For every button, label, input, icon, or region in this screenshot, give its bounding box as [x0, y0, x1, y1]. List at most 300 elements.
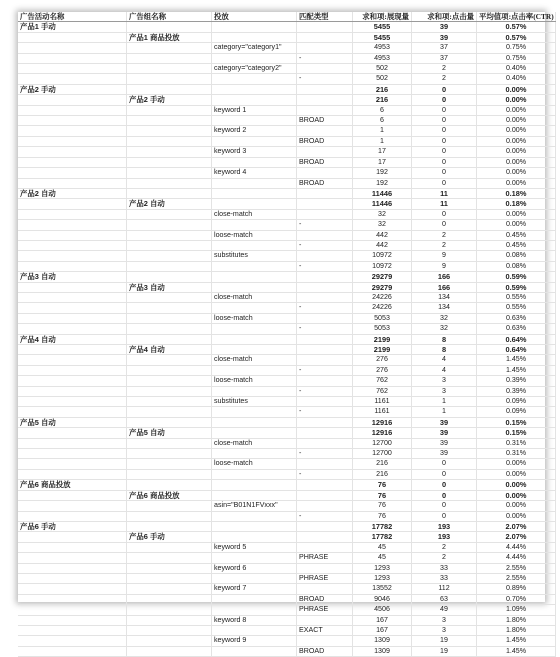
- campaign-cell[interactable]: [18, 365, 127, 375]
- ctr-cell[interactable]: 1.45%: [477, 646, 556, 656]
- campaign-cell[interactable]: [18, 532, 127, 542]
- targeting-cell[interactable]: [212, 594, 297, 604]
- match-type-cell[interactable]: [297, 292, 353, 302]
- campaign-cell[interactable]: [18, 646, 127, 656]
- impressions-cell[interactable]: 762: [353, 386, 412, 396]
- targeting-cell[interactable]: close-match: [212, 355, 297, 365]
- clicks-cell[interactable]: 166: [412, 282, 477, 292]
- clicks-cell[interactable]: 0: [412, 84, 477, 94]
- impressions-cell[interactable]: 216: [353, 469, 412, 479]
- campaign-cell[interactable]: [18, 469, 127, 479]
- clicks-cell[interactable]: 2: [412, 542, 477, 552]
- table-row[interactable]: [18, 251, 556, 261]
- ad-group-cell[interactable]: [127, 449, 212, 459]
- ctr-cell[interactable]: 0.45%: [477, 230, 556, 240]
- match-type-cell[interactable]: [297, 417, 353, 427]
- ctr-cell[interactable]: 0.15%: [477, 428, 556, 438]
- ctr-cell[interactable]: 0.63%: [477, 324, 556, 334]
- table-row[interactable]: [18, 584, 556, 594]
- clicks-cell[interactable]: 11: [412, 188, 477, 198]
- table-row[interactable]: [18, 365, 556, 375]
- campaign-cell[interactable]: [18, 324, 127, 334]
- impressions-cell[interactable]: 216: [353, 459, 412, 469]
- targeting-cell[interactable]: [212, 240, 297, 250]
- clicks-cell[interactable]: 2: [412, 74, 477, 84]
- match-type-cell[interactable]: BROAD: [297, 157, 353, 167]
- table-row[interactable]: [18, 407, 556, 417]
- targeting-cell[interactable]: [212, 469, 297, 479]
- targeting-cell[interactable]: asin="B01N1FVxxx": [212, 501, 297, 511]
- match-type-cell[interactable]: [297, 313, 353, 323]
- match-type-cell[interactable]: [297, 209, 353, 219]
- table-row[interactable]: [18, 261, 556, 271]
- match-type-cell[interactable]: [297, 230, 353, 240]
- campaign-cell[interactable]: [18, 32, 127, 42]
- campaign-cell[interactable]: [18, 573, 127, 583]
- targeting-cell[interactable]: substitutes: [212, 251, 297, 261]
- targeting-cell[interactable]: close-match: [212, 438, 297, 448]
- clicks-cell[interactable]: 3: [412, 615, 477, 625]
- campaign-cell[interactable]: [18, 209, 127, 219]
- clicks-cell[interactable]: 39: [412, 32, 477, 42]
- match-type-cell[interactable]: -: [297, 324, 353, 334]
- campaign-cell[interactable]: [18, 64, 127, 74]
- clicks-cell[interactable]: 0: [412, 157, 477, 167]
- table-row[interactable]: [18, 220, 556, 230]
- campaign-cell[interactable]: [18, 157, 127, 167]
- match-type-cell[interactable]: [297, 397, 353, 407]
- ad-group-cell[interactable]: [127, 459, 212, 469]
- targeting-cell[interactable]: keyword 8: [212, 615, 297, 625]
- ctr-cell[interactable]: 0.08%: [477, 251, 556, 261]
- table-row[interactable]: [18, 240, 556, 250]
- targeting-cell[interactable]: [212, 136, 297, 146]
- impressions-cell[interactable]: 167: [353, 625, 412, 635]
- clicks-cell[interactable]: 0: [412, 168, 477, 178]
- ad-group-cell[interactable]: [127, 178, 212, 188]
- table-row[interactable]: [18, 105, 556, 115]
- clicks-cell[interactable]: 112: [412, 584, 477, 594]
- targeting-cell[interactable]: [212, 428, 297, 438]
- match-type-cell[interactable]: [297, 105, 353, 115]
- match-type-cell[interactable]: [297, 126, 353, 136]
- table-row[interactable]: [18, 178, 556, 188]
- match-type-cell[interactable]: BROAD: [297, 646, 353, 656]
- match-type-cell[interactable]: [297, 147, 353, 157]
- impressions-cell[interactable]: 4953: [353, 53, 412, 63]
- targeting-cell[interactable]: [212, 32, 297, 42]
- ad-group-cell[interactable]: [127, 501, 212, 511]
- ad-group-cell[interactable]: [127, 126, 212, 136]
- clicks-cell[interactable]: 0: [412, 105, 477, 115]
- ctr-cell[interactable]: 0.00%: [477, 136, 556, 146]
- ctr-cell[interactable]: 0.89%: [477, 584, 556, 594]
- targeting-cell[interactable]: [212, 532, 297, 542]
- ctr-cell[interactable]: 0.00%: [477, 490, 556, 500]
- campaign-cell[interactable]: [18, 636, 127, 646]
- ad-group-cell[interactable]: [127, 563, 212, 573]
- match-type-cell[interactable]: [297, 355, 353, 365]
- impressions-cell[interactable]: 13552: [353, 584, 412, 594]
- campaign-cell[interactable]: [18, 397, 127, 407]
- table-row[interactable]: [18, 605, 556, 615]
- impressions-cell[interactable]: 12916: [353, 417, 412, 427]
- ad-group-cell[interactable]: [127, 53, 212, 63]
- ctr-cell[interactable]: 0.40%: [477, 64, 556, 74]
- ctr-cell[interactable]: 0.39%: [477, 386, 556, 396]
- ctr-cell[interactable]: 0.00%: [477, 220, 556, 230]
- ctr-cell[interactable]: 0.55%: [477, 292, 556, 302]
- campaign-cell[interactable]: [18, 605, 127, 615]
- clicks-cell[interactable]: 0: [412, 209, 477, 219]
- ad-group-cell[interactable]: [127, 646, 212, 656]
- match-type-cell[interactable]: [297, 438, 353, 448]
- impressions-cell[interactable]: 1161: [353, 397, 412, 407]
- targeting-cell[interactable]: close-match: [212, 292, 297, 302]
- ad-group-cell[interactable]: [127, 157, 212, 167]
- campaign-cell[interactable]: [18, 303, 127, 313]
- clicks-cell[interactable]: 4: [412, 365, 477, 375]
- clicks-cell[interactable]: 37: [412, 43, 477, 53]
- campaign-cell[interactable]: [18, 449, 127, 459]
- impressions-cell[interactable]: 5053: [353, 324, 412, 334]
- clicks-cell[interactable]: 0: [412, 480, 477, 490]
- ad-group-cell[interactable]: [127, 438, 212, 448]
- campaign-cell[interactable]: [18, 43, 127, 53]
- clicks-cell[interactable]: 0: [412, 147, 477, 157]
- campaign-cell[interactable]: [18, 490, 127, 500]
- table-row[interactable]: [18, 126, 556, 136]
- ad-group-cell[interactable]: 产品2 自动: [127, 199, 212, 209]
- table-row[interactable]: [18, 84, 556, 94]
- table-row[interactable]: [18, 282, 556, 292]
- targeting-cell[interactable]: [212, 480, 297, 490]
- match-type-cell[interactable]: -: [297, 220, 353, 230]
- ad-group-cell[interactable]: [127, 417, 212, 427]
- ad-group-cell[interactable]: [127, 116, 212, 126]
- campaign-cell[interactable]: [18, 511, 127, 521]
- impressions-cell[interactable]: 76: [353, 490, 412, 500]
- clicks-cell[interactable]: 3: [412, 625, 477, 635]
- campaign-cell[interactable]: [18, 553, 127, 563]
- ad-group-cell[interactable]: [127, 147, 212, 157]
- campaign-cell[interactable]: [18, 251, 127, 261]
- clicks-cell[interactable]: 0: [412, 490, 477, 500]
- impressions-cell[interactable]: 762: [353, 376, 412, 386]
- ad-group-cell[interactable]: [127, 292, 212, 302]
- ctr-cell[interactable]: 2.07%: [477, 532, 556, 542]
- table-row[interactable]: [18, 646, 556, 656]
- match-type-cell[interactable]: PHRASE: [297, 553, 353, 563]
- match-type-cell[interactable]: [297, 563, 353, 573]
- impressions-cell[interactable]: 6: [353, 116, 412, 126]
- ad-group-cell[interactable]: [127, 615, 212, 625]
- ctr-cell[interactable]: 0.59%: [477, 282, 556, 292]
- match-type-cell[interactable]: EXACT: [297, 625, 353, 635]
- impressions-cell[interactable]: 9046: [353, 594, 412, 604]
- clicks-cell[interactable]: 39: [412, 438, 477, 448]
- table-row[interactable]: [18, 230, 556, 240]
- match-type-cell[interactable]: [297, 64, 353, 74]
- table-row[interactable]: [18, 594, 556, 604]
- targeting-cell[interactable]: [212, 553, 297, 563]
- campaign-cell[interactable]: [18, 292, 127, 302]
- table-row[interactable]: [18, 95, 556, 105]
- campaign-cell[interactable]: [18, 355, 127, 365]
- ad-group-cell[interactable]: [127, 376, 212, 386]
- match-type-cell[interactable]: [297, 199, 353, 209]
- ad-group-cell[interactable]: [127, 313, 212, 323]
- campaign-cell[interactable]: 产品4 自动: [18, 334, 127, 344]
- clicks-cell[interactable]: 33: [412, 573, 477, 583]
- targeting-cell[interactable]: [212, 261, 297, 271]
- table-row[interactable]: [18, 449, 556, 459]
- impressions-cell[interactable]: 1293: [353, 563, 412, 573]
- targeting-cell[interactable]: category="category2": [212, 64, 297, 74]
- clicks-cell[interactable]: 39: [412, 428, 477, 438]
- impressions-cell[interactable]: 10972: [353, 261, 412, 271]
- ctr-cell[interactable]: 0.08%: [477, 261, 556, 271]
- clicks-cell[interactable]: 9: [412, 261, 477, 271]
- targeting-cell[interactable]: keyword 7: [212, 584, 297, 594]
- ctr-cell[interactable]: 0.57%: [477, 32, 556, 42]
- impressions-cell[interactable]: 502: [353, 64, 412, 74]
- targeting-cell[interactable]: keyword 4: [212, 168, 297, 178]
- ctr-cell[interactable]: 0.00%: [477, 511, 556, 521]
- targeting-cell[interactable]: [212, 345, 297, 355]
- match-type-cell[interactable]: [297, 490, 353, 500]
- impressions-cell[interactable]: 442: [353, 240, 412, 250]
- table-row[interactable]: [18, 334, 556, 344]
- campaign-cell[interactable]: [18, 105, 127, 115]
- targeting-cell[interactable]: category="category1": [212, 43, 297, 53]
- campaign-cell[interactable]: [18, 501, 127, 511]
- ad-group-cell[interactable]: 产品6 商品投放: [127, 490, 212, 500]
- campaign-cell[interactable]: [18, 168, 127, 178]
- table-row[interactable]: [18, 428, 556, 438]
- clicks-cell[interactable]: 0: [412, 136, 477, 146]
- ad-group-cell[interactable]: [127, 365, 212, 375]
- ctr-cell[interactable]: 0.00%: [477, 178, 556, 188]
- ctr-cell[interactable]: 1.45%: [477, 636, 556, 646]
- ad-group-cell[interactable]: [127, 469, 212, 479]
- table-row[interactable]: [18, 532, 556, 542]
- match-type-cell[interactable]: [297, 43, 353, 53]
- campaign-cell[interactable]: 产品2 手动: [18, 84, 127, 94]
- ctr-cell[interactable]: 0.63%: [477, 313, 556, 323]
- match-type-cell[interactable]: -: [297, 74, 353, 84]
- table-row[interactable]: [18, 469, 556, 479]
- table-row[interactable]: [18, 563, 556, 573]
- ctr-cell[interactable]: 0.18%: [477, 188, 556, 198]
- match-type-cell[interactable]: [297, 272, 353, 282]
- impressions-cell[interactable]: 76: [353, 511, 412, 521]
- targeting-cell[interactable]: [212, 157, 297, 167]
- ad-group-cell[interactable]: [127, 625, 212, 635]
- clicks-cell[interactable]: 49: [412, 605, 477, 615]
- impressions-cell[interactable]: 2199: [353, 345, 412, 355]
- ctr-cell[interactable]: 0.00%: [477, 126, 556, 136]
- impressions-cell[interactable]: 12700: [353, 449, 412, 459]
- clicks-cell[interactable]: 0: [412, 469, 477, 479]
- campaign-cell[interactable]: [18, 594, 127, 604]
- ctr-cell[interactable]: 0.40%: [477, 74, 556, 84]
- clicks-cell[interactable]: 0: [412, 116, 477, 126]
- impressions-cell[interactable]: 216: [353, 95, 412, 105]
- table-row[interactable]: [18, 168, 556, 178]
- impressions-cell[interactable]: 32: [353, 220, 412, 230]
- impressions-cell[interactable]: 276: [353, 355, 412, 365]
- table-row[interactable]: [18, 209, 556, 219]
- clicks-cell[interactable]: 193: [412, 521, 477, 531]
- campaign-cell[interactable]: [18, 407, 127, 417]
- targeting-cell[interactable]: [212, 199, 297, 209]
- match-type-cell[interactable]: -: [297, 511, 353, 521]
- match-type-cell[interactable]: -: [297, 386, 353, 396]
- impressions-cell[interactable]: 45: [353, 542, 412, 552]
- ad-group-cell[interactable]: 产品3 自动: [127, 282, 212, 292]
- targeting-cell[interactable]: close-match: [212, 209, 297, 219]
- ad-group-cell[interactable]: [127, 74, 212, 84]
- impressions-cell[interactable]: 76: [353, 501, 412, 511]
- targeting-cell[interactable]: [212, 490, 297, 500]
- table-row[interactable]: [18, 147, 556, 157]
- ctr-cell[interactable]: 2.55%: [477, 563, 556, 573]
- match-type-cell[interactable]: [297, 542, 353, 552]
- ctr-cell[interactable]: 0.09%: [477, 407, 556, 417]
- ad-group-cell[interactable]: [127, 521, 212, 531]
- ad-group-cell[interactable]: [127, 22, 212, 32]
- campaign-cell[interactable]: [18, 438, 127, 448]
- impressions-cell[interactable]: 10972: [353, 251, 412, 261]
- table-row[interactable]: [18, 345, 556, 355]
- ad-group-cell[interactable]: [127, 188, 212, 198]
- ad-group-cell[interactable]: [127, 240, 212, 250]
- campaign-cell[interactable]: [18, 625, 127, 635]
- campaign-cell[interactable]: [18, 220, 127, 230]
- ad-group-cell[interactable]: 产品1 商品投放: [127, 32, 212, 42]
- match-type-cell[interactable]: [297, 282, 353, 292]
- impressions-cell[interactable]: 1309: [353, 636, 412, 646]
- match-type-cell[interactable]: [297, 84, 353, 94]
- header-avg-ctr[interactable]: 平均值项:点击率(CTR): [477, 12, 556, 22]
- ad-group-cell[interactable]: [127, 261, 212, 271]
- impressions-cell[interactable]: 45: [353, 553, 412, 563]
- ctr-cell[interactable]: 1.80%: [477, 625, 556, 635]
- targeting-cell[interactable]: [212, 22, 297, 32]
- clicks-cell[interactable]: 33: [412, 563, 477, 573]
- ctr-cell[interactable]: 0.64%: [477, 345, 556, 355]
- campaign-cell[interactable]: [18, 428, 127, 438]
- table-row[interactable]: [18, 490, 556, 500]
- targeting-cell[interactable]: keyword 9: [212, 636, 297, 646]
- table-row[interactable]: [18, 553, 556, 563]
- impressions-cell[interactable]: 167: [353, 615, 412, 625]
- impressions-cell[interactable]: 17782: [353, 532, 412, 542]
- match-type-cell[interactable]: [297, 188, 353, 198]
- campaign-cell[interactable]: [18, 53, 127, 63]
- ad-group-cell[interactable]: [127, 386, 212, 396]
- match-type-cell[interactable]: [297, 532, 353, 542]
- targeting-cell[interactable]: keyword 2: [212, 126, 297, 136]
- table-row[interactable]: [18, 625, 556, 635]
- campaign-cell[interactable]: [18, 261, 127, 271]
- table-row[interactable]: [18, 417, 556, 427]
- ad-group-cell[interactable]: [127, 105, 212, 115]
- ad-group-cell[interactable]: [127, 397, 212, 407]
- campaign-cell[interactable]: [18, 147, 127, 157]
- match-type-cell[interactable]: -: [297, 261, 353, 271]
- clicks-cell[interactable]: 39: [412, 22, 477, 32]
- ctr-cell[interactable]: 0.59%: [477, 272, 556, 282]
- targeting-cell[interactable]: [212, 178, 297, 188]
- ctr-cell[interactable]: 1.80%: [477, 615, 556, 625]
- match-type-cell[interactable]: -: [297, 303, 353, 313]
- match-type-cell[interactable]: [297, 95, 353, 105]
- campaign-cell[interactable]: [18, 542, 127, 552]
- table-row[interactable]: [18, 43, 556, 53]
- match-type-cell[interactable]: -: [297, 407, 353, 417]
- clicks-cell[interactable]: 166: [412, 272, 477, 282]
- impressions-cell[interactable]: 11446: [353, 188, 412, 198]
- targeting-cell[interactable]: [212, 449, 297, 459]
- header-campaign-name[interactable]: 广告活动名称: [18, 12, 127, 22]
- impressions-cell[interactable]: 12916: [353, 428, 412, 438]
- clicks-cell[interactable]: 134: [412, 303, 477, 313]
- impressions-cell[interactable]: 4953: [353, 43, 412, 53]
- clicks-cell[interactable]: 32: [412, 313, 477, 323]
- ctr-cell[interactable]: 0.18%: [477, 199, 556, 209]
- impressions-cell[interactable]: 76: [353, 480, 412, 490]
- targeting-cell[interactable]: [212, 116, 297, 126]
- ad-group-cell[interactable]: 产品2 手动: [127, 95, 212, 105]
- match-type-cell[interactable]: [297, 376, 353, 386]
- impressions-cell[interactable]: 1293: [353, 573, 412, 583]
- targeting-cell[interactable]: [212, 646, 297, 656]
- impressions-cell[interactable]: 4506: [353, 605, 412, 615]
- ctr-cell[interactable]: 0.31%: [477, 438, 556, 448]
- match-type-cell[interactable]: [297, 22, 353, 32]
- clicks-cell[interactable]: 3: [412, 386, 477, 396]
- impressions-cell[interactable]: 29279: [353, 272, 412, 282]
- ad-group-cell[interactable]: [127, 64, 212, 74]
- ctr-cell[interactable]: 0.55%: [477, 303, 556, 313]
- ctr-cell[interactable]: 0.00%: [477, 168, 556, 178]
- table-row[interactable]: [18, 397, 556, 407]
- campaign-cell[interactable]: [18, 95, 127, 105]
- table-row[interactable]: [18, 188, 556, 198]
- table-row[interactable]: [18, 292, 556, 302]
- ad-group-cell[interactable]: [127, 584, 212, 594]
- targeting-cell[interactable]: [212, 74, 297, 84]
- table-row[interactable]: [18, 53, 556, 63]
- clicks-cell[interactable]: 9: [412, 251, 477, 261]
- campaign-cell[interactable]: [18, 230, 127, 240]
- campaign-cell[interactable]: [18, 136, 127, 146]
- ctr-cell[interactable]: 1.45%: [477, 355, 556, 365]
- match-type-cell[interactable]: [297, 251, 353, 261]
- clicks-cell[interactable]: 2: [412, 553, 477, 563]
- targeting-cell[interactable]: [212, 53, 297, 63]
- ad-group-cell[interactable]: [127, 230, 212, 240]
- ctr-cell[interactable]: 0.64%: [477, 334, 556, 344]
- table-row[interactable]: [18, 480, 556, 490]
- ctr-cell[interactable]: 0.00%: [477, 469, 556, 479]
- clicks-cell[interactable]: 0: [412, 95, 477, 105]
- ad-group-cell[interactable]: [127, 209, 212, 219]
- clicks-cell[interactable]: 19: [412, 646, 477, 656]
- targeting-cell[interactable]: keyword 6: [212, 563, 297, 573]
